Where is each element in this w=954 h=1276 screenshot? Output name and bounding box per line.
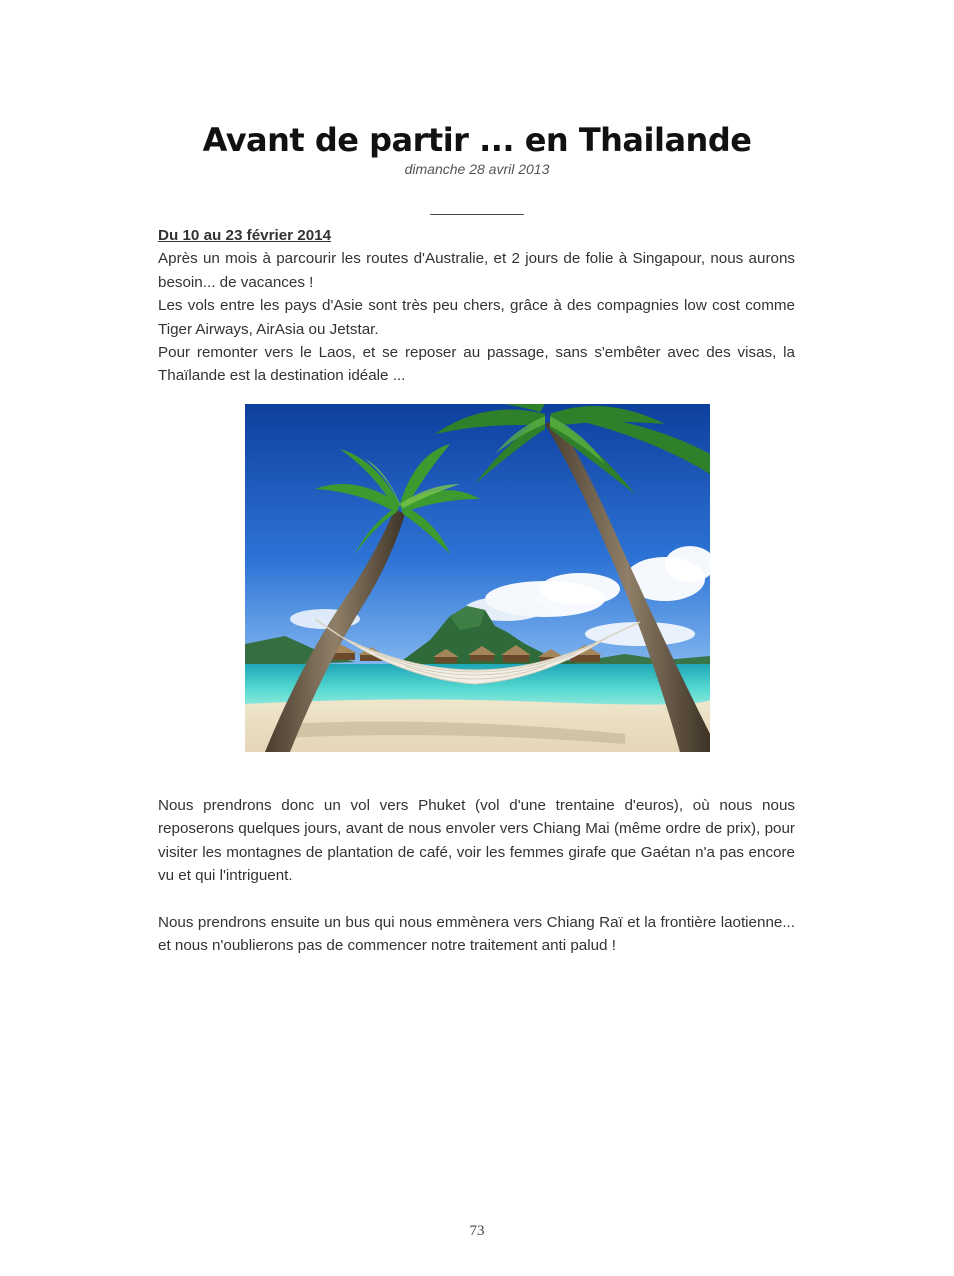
page-title: Avant de partir ... en Thailande xyxy=(202,121,752,159)
after-photo-section xyxy=(158,794,795,958)
paragraph-5: Nous prendrons ensuite un bus qui nous emmènera vers Chiang Raï et la frontière laotienne... et nous n'oublierons pas de commencer notre traitement anti palud ! xyxy=(158,914,795,955)
post-date: dimanche 28 avril 2013 xyxy=(404,161,550,177)
separator-line: ____________ xyxy=(430,199,524,215)
paragraph-4: Nous prendrons donc un vol vers Phuket (vol d'une trentaine d'euros), où nous nous reposerons quelques jours, avant de nous envoler vers Chiang Mai (même ordre de prix), pour visiter les montagnes de plantation de café, voir les femmes girafe que Gaétan n'a pas encore vu et qui l'intriguent. xyxy=(158,797,795,885)
intro-section xyxy=(158,224,795,388)
paragraph-2: Les vols entre les pays d'Asie sont très peu chers, grâce à des compagnies low cost comme Tiger Airways, AirAsia ou Jetstar. xyxy=(158,297,795,338)
paragraph-3: Pour remonter vers le Laos, et se reposer au passage, sans s'embêter avec des visas, la Thaïlande est la destination idéale ... xyxy=(158,344,795,385)
section-subheading: Du 10 au 23 février 2014 xyxy=(158,227,332,244)
paragraph-1: Après un mois à parcourir les routes d'Australie, et 2 jours de folie à Singapour, nous aurons besoin... de vacances ! xyxy=(158,250,795,291)
page-number: 73 xyxy=(469,1223,485,1239)
tropical-beach-hammock-photo xyxy=(245,404,710,752)
